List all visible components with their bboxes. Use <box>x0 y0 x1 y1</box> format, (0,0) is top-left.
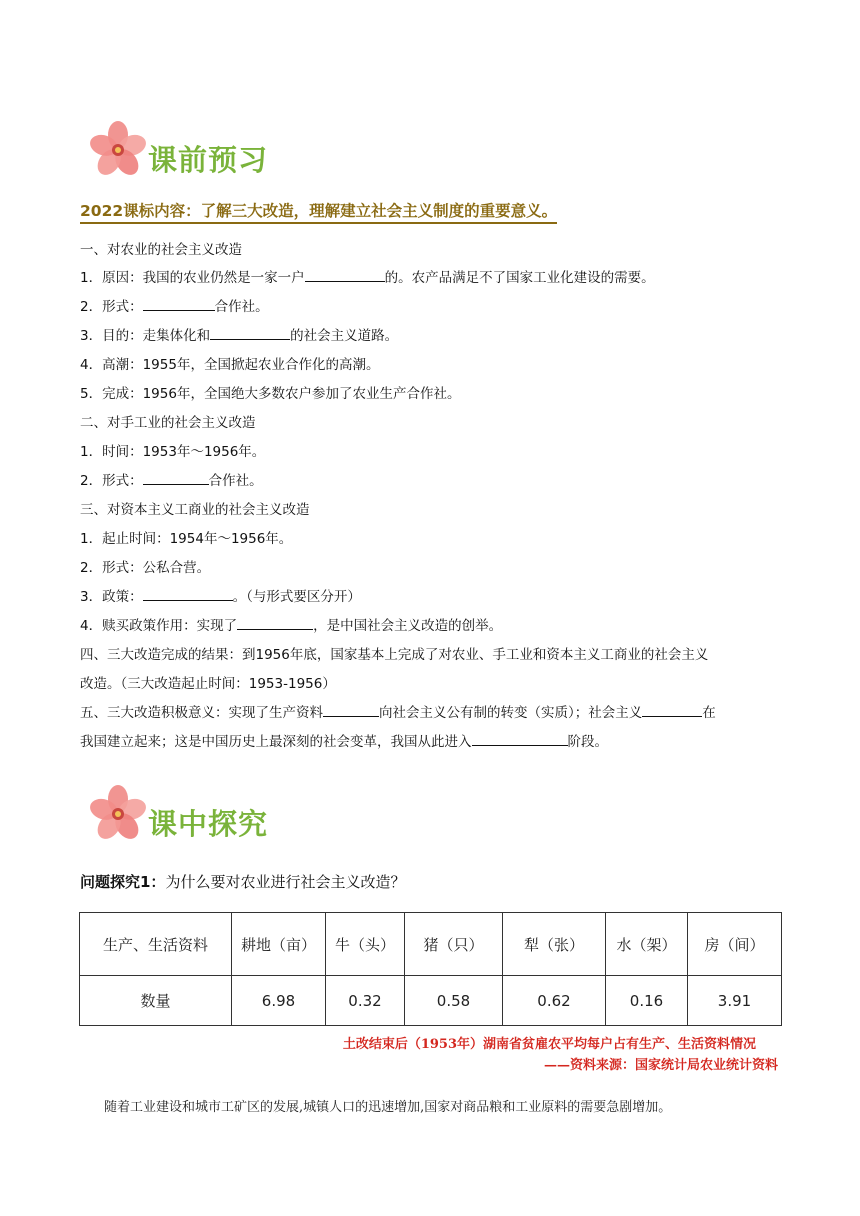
section-header-preview <box>86 118 406 188</box>
text: 在 <box>702 705 716 721</box>
text: 1．原因：我国的农业仍然是一家一户 <box>80 270 305 286</box>
question-text: 为什么要对农业进行社会主义改造？ <box>165 873 406 891</box>
heading-agriculture: 一、对农业的社会主义改造 <box>80 242 242 258</box>
section-header-explore <box>86 782 406 852</box>
text: 阶段。 <box>567 734 608 750</box>
table-cell: 0.32 <box>326 976 405 1026</box>
heading-capitalist: 三、对资本主义工商业的社会主义改造 <box>80 502 310 518</box>
item-complete: 5．完成：1956年，全国绝大多数农户参加了农业生产合作社。 <box>80 386 461 402</box>
fill-blank[interactable] <box>143 587 233 601</box>
item-form-2 <box>80 471 263 491</box>
table-header-cell: 生产、生活资料 <box>80 913 232 976</box>
item-time: 1．时间：1953年～1956年。 <box>80 444 266 460</box>
fill-blank[interactable] <box>237 616 313 630</box>
section-title: 课中探究 <box>148 807 269 841</box>
text: 2．形式： <box>80 473 143 489</box>
text: 我国建立起来；这是中国历史上最深刻的社会变革，我国从此进入 <box>80 734 472 750</box>
text: 的社会主义道路。 <box>290 328 399 344</box>
item-reason <box>80 268 655 288</box>
table-caption: 土改结束后（1953年）湖南省贫雇农平均每户占有生产、生活资料情况 <box>342 1037 756 1052</box>
fill-blank[interactable] <box>143 297 215 311</box>
heading-result: 四、三大改造完成的结果：到1956年底，国家基本上完成了对农业、手工业和资本主义工商业的社会主义 <box>80 647 709 663</box>
text: 向社会主义公有制的转变（实质）；社会主义 <box>379 705 643 721</box>
text: 合作社。 <box>214 299 269 315</box>
text: 4．赎买政策作用：实现了 <box>80 618 238 634</box>
table-header-cell: 房（间） <box>688 913 782 976</box>
table-header-row <box>80 913 782 976</box>
question-label: 问题探究1： <box>80 873 166 891</box>
text: 3．目的：走集体化和 <box>80 328 211 344</box>
flower-icon <box>86 782 150 846</box>
fill-blank[interactable] <box>642 703 702 717</box>
text: 五、三大改造积极意义：实现了生产资料 <box>80 705 323 721</box>
table-row <box>80 976 782 1026</box>
table-cell: 0.16 <box>606 976 688 1026</box>
text: 合作社。 <box>208 473 263 489</box>
text: 3．政策： <box>80 589 143 605</box>
fill-blank[interactable] <box>472 732 568 746</box>
fill-blank[interactable] <box>323 703 379 717</box>
item-purpose <box>80 326 398 346</box>
text: 的。农产品满足不了国家工业化建设的需要。 <box>384 270 655 286</box>
closing-paragraph: 随着工业建设和城市工矿区的发展,城镇人口的迅速增加,国家对商品粮和工业原料的需要急剧增加。 <box>104 1100 672 1115</box>
flower-icon <box>86 118 150 182</box>
text: 。（与形式要区分开） <box>232 589 361 605</box>
item-form-3: 2．形式：公私合营。 <box>80 560 211 576</box>
table-header-cell: 水（架） <box>606 913 688 976</box>
fill-blank[interactable] <box>143 471 209 485</box>
table-row-label: 数量 <box>80 976 232 1026</box>
text: 2．形式： <box>80 299 143 315</box>
fill-blank[interactable] <box>305 268 385 282</box>
table-cell: 6.98 <box>232 976 326 1026</box>
heading-result-cont: 改造。（三大改造起止时间：1953-1956） <box>80 676 336 692</box>
curriculum-standard: 2022课标内容：了解三大改造，理解建立社会主义制度的重要意义。 <box>80 199 557 224</box>
table-source: ——资料来源：国家统计局农业统计资料 <box>543 1058 778 1073</box>
table-header-cell: 猪（只） <box>405 913 503 976</box>
table-header-cell: 耕地（亩） <box>232 913 326 976</box>
heading-handicraft: 二、对手工业的社会主义改造 <box>80 415 256 431</box>
table-header-cell: 牛（头） <box>326 913 405 976</box>
data-table <box>79 912 782 1026</box>
heading-significance-cont <box>80 732 608 752</box>
item-period: 1．起止时间：1954年～1956年。 <box>80 531 293 547</box>
table-header-cell: 犁（张） <box>503 913 606 976</box>
table-cell: 0.58 <box>405 976 503 1026</box>
heading-significance <box>80 703 716 723</box>
fill-blank[interactable] <box>210 326 290 340</box>
section-title: 课前预习 <box>148 143 269 177</box>
text: ，是中国社会主义改造的创举。 <box>313 618 503 634</box>
question-title <box>80 871 405 892</box>
table-cell: 3.91 <box>688 976 782 1026</box>
item-redemption <box>80 616 502 636</box>
table-cell: 0.62 <box>503 976 606 1026</box>
item-policy <box>80 587 361 607</box>
item-climax: 4．高潮：1955年，全国掀起农业合作化的高潮。 <box>80 357 380 373</box>
item-form <box>80 297 269 317</box>
